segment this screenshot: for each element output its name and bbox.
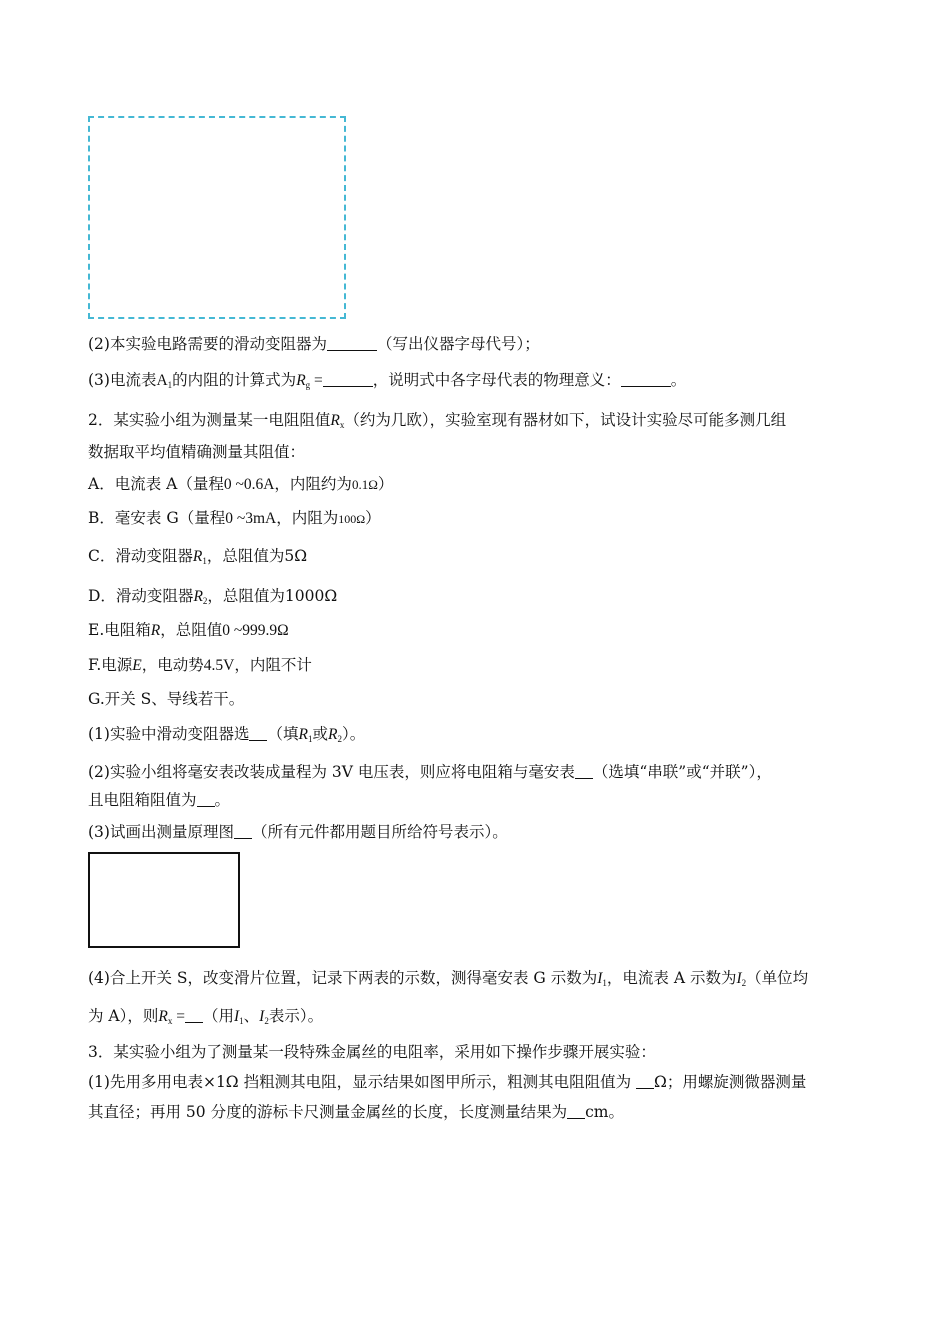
answer-box-dashed (88, 116, 346, 319)
q2-item-d: D．滑动变阻器$R_2$，总阻值为1000Ω (88, 587, 338, 606)
blank[interactable] (567, 1104, 585, 1119)
blank[interactable] (197, 792, 215, 807)
q2-item-a: A．电流表 A（量程0 ~0.6A，内阻约为0.1Ω） (88, 475, 394, 493)
q3-part1-line2: 其直径；再用 50 分度的游标卡尺测量金属丝的长度，长度测量结果为 cm。 (88, 1103, 624, 1121)
q2-part2: (2)实验小组将毫安表改装成量程为 3V 电压表，则应将电阻箱与毫安表 （选填“串联”或“并联”）， (88, 763, 772, 781)
answer-box-solid (88, 852, 240, 948)
q2-item-e: E.电阻箱R，总阻值0 ~999.9Ω (88, 621, 289, 639)
q2-intro-line2: 数据取平均值精确测量其阻值： (88, 443, 306, 461)
q2-part4: (4)合上开关 S，改变滑片位置，记录下两表的示数，测得毫安表 G 示数为$I_1$，电流表 A 示数为$I_2$（单位均 (88, 969, 809, 988)
q2-part3: (3)试画出测量原理图 （所有元件都用题目所给符号表示）。 (88, 823, 508, 841)
blank[interactable] (249, 726, 267, 741)
blank[interactable] (575, 764, 593, 779)
q2-item-f: F.电源E，电动势4.5V，内阻不计 (88, 656, 312, 674)
q2-part2-line2: 且电阻箱阻值为 。 (88, 791, 231, 809)
q1-part2: (2)本实验电路需要的滑动变阻器为 （写出仪器字母代号）； (88, 335, 540, 353)
q1-part3: (3)电流表$A_1$的内阻的计算式为$R_g$ = ，说明式中各字母代表的物理意义： 。 (88, 371, 687, 390)
blank[interactable] (621, 372, 671, 387)
q2-part1: (1)实验中滑动变阻器选 （填$R_1$或$R_2$）。 (88, 725, 366, 744)
blank[interactable] (636, 1074, 654, 1089)
blank[interactable] (327, 336, 377, 351)
q3-part1: (1)先用多用电表×1Ω 挡粗测其电阻，显示结果如图甲所示，粗测其电阻阻值为 Ω；用螺旋测微器测量 (88, 1073, 807, 1091)
q2-intro-line1: 2．某实验小组为测量某一电阻阻值$R_x$（约为几欧），实验室现有器材如下，试设计实验尽可能多测几组 (88, 411, 787, 430)
q2-part4-line2: 为 A），则$R_x$ = （用$I_1$、$I_2$表示）。 (88, 1007, 324, 1026)
q3-intro: 3．某实验小组为了测量某一段特殊金属丝的电阻率，采用如下操作步骤开展实验： (88, 1043, 656, 1061)
blank[interactable] (185, 1008, 203, 1023)
blank[interactable] (234, 824, 252, 839)
q2-item-g: G.开关 S、导线若干。 (88, 690, 245, 708)
blank[interactable] (323, 372, 373, 387)
q2-item-b: B．毫安表 G（量程0 ~3mA，内阻为100Ω） (88, 509, 381, 527)
q2-item-c: C．滑动变阻器$R_1$，总阻值为5Ω (88, 547, 308, 566)
